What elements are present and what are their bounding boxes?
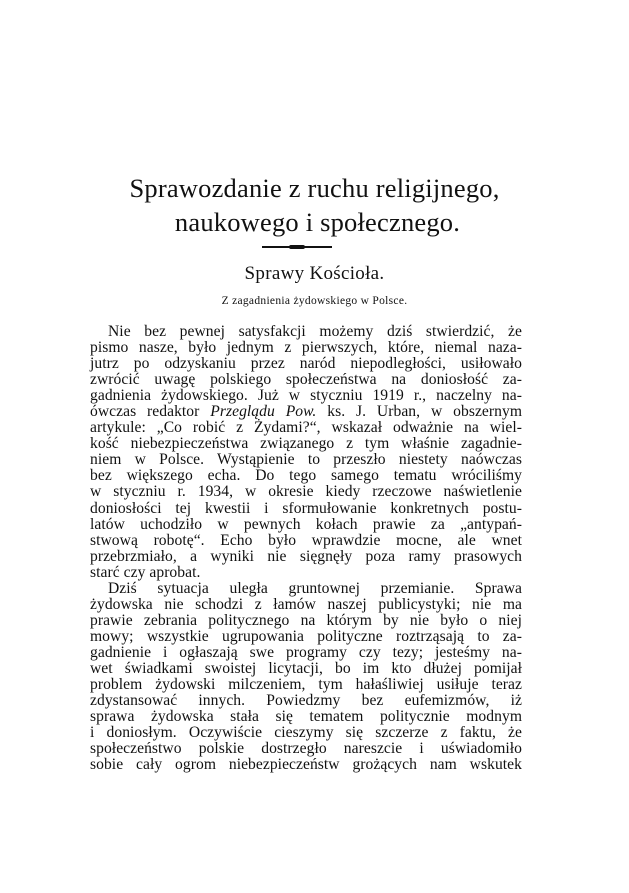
text-line: w styczniu r. 1934, w okresie kiedy rzeczowe naświetlenie [90,483,522,501]
text-line: wet świadkami swoistej licytacji, bo im kto dłużej pomijał [90,659,522,677]
article-title-line2: naukowego i społecznego. [174,207,461,237]
section-subheading: Z zagadnienia żydowskiego w Polsce. [221,295,408,307]
text-line: Nie bez pewnej satysfakcji możemy dziś stwierdzić, że [108,323,522,340]
text-line: artykule: „Co robić z Żydami?“, wskazał odważnie na wiel- [90,419,522,437]
text-line: gadnienie i ogłaszają swe programy czy tezy; jesteśmy na- [90,643,522,661]
text-line: prawie zebrania politycznego na którym by nie było o niej [90,611,522,629]
text-line: sprawa żydowska stała się tematem politycznie modnym [90,708,522,726]
text-line: jutrz po odzyskaniu przez naród niepodległości, usiłowało [90,355,522,373]
text-line: gadnienia żydowskiego. Już w styczniu 1919 r., naczelny na- [90,387,522,405]
text-segment: ówczas redaktor [90,403,200,421]
text-line: bez większego echa. Do tego samego tematu wróciliśmy [90,467,522,485]
text-line: i doniosłym. Oczywiście cieszymy się szczerze z faktu, że [90,724,522,742]
article-title [0,171,629,239]
text-line: stwową robotę“. Echo było wprawdzie mocne, ale wnet [90,531,522,549]
text-segment: ks. J. Urban, w obszernym [327,403,523,421]
article-body [90,324,522,773]
text-line: kość niebezpieczeństwa związanego z tym właśnie zagadnie- [90,435,522,453]
decorative-rule [262,246,332,248]
text-line: zdystansować innych. Powiedzmy bez eufemizmów, iż [90,692,522,710]
italic-title: Przeglądu Pow. [210,403,317,421]
text-line: sobie cały ogrom niebezpieczeństw grożących nam wskutek [90,756,522,774]
section-heading: Sprawy Kościoła. [244,263,385,284]
text-line: problem żydowski milczeniem, tym hałaśliwiej usiłuje teraz [90,676,522,694]
text-line: Dziś sytuacja uległa gruntownej przemianie. Sprawa [108,579,522,597]
text-line: doniosłości tej kwestii i sformułowanie konkretnych postu- [90,499,522,517]
article-title-line1: Sprawozdanie z ruchu religijnego, [129,173,500,203]
text-line: żydowska nie schodzi z łamów naszej publicystyki; nie ma [90,595,522,613]
text-line: pismo nasze, było jednym z pierwszych, które, niemal naza- [90,339,522,357]
text-line: przebrzmiało, a wyniki nie sięgnęły poza ramy prasowych [90,547,522,565]
text-line: starć czy aprobat. [90,563,201,581]
text-line: mowy; wszystkie ugrupowania polityczne roztrząsają to za- [90,627,522,645]
text-line-with-italic [90,404,522,420]
text-line: latów uchodziło w pewnych kołach prawie za „antypań- [90,515,522,533]
text-line: zwrócić uwagę polskiego społeczeństwa na doniosłość za- [90,371,522,389]
text-line: społeczeństwo polskie dostrzegło nareszcie i uświadomiło [90,740,522,758]
text-line: niem w Polsce. Wystąpienie to przeszło niestety naówczas [90,451,522,469]
